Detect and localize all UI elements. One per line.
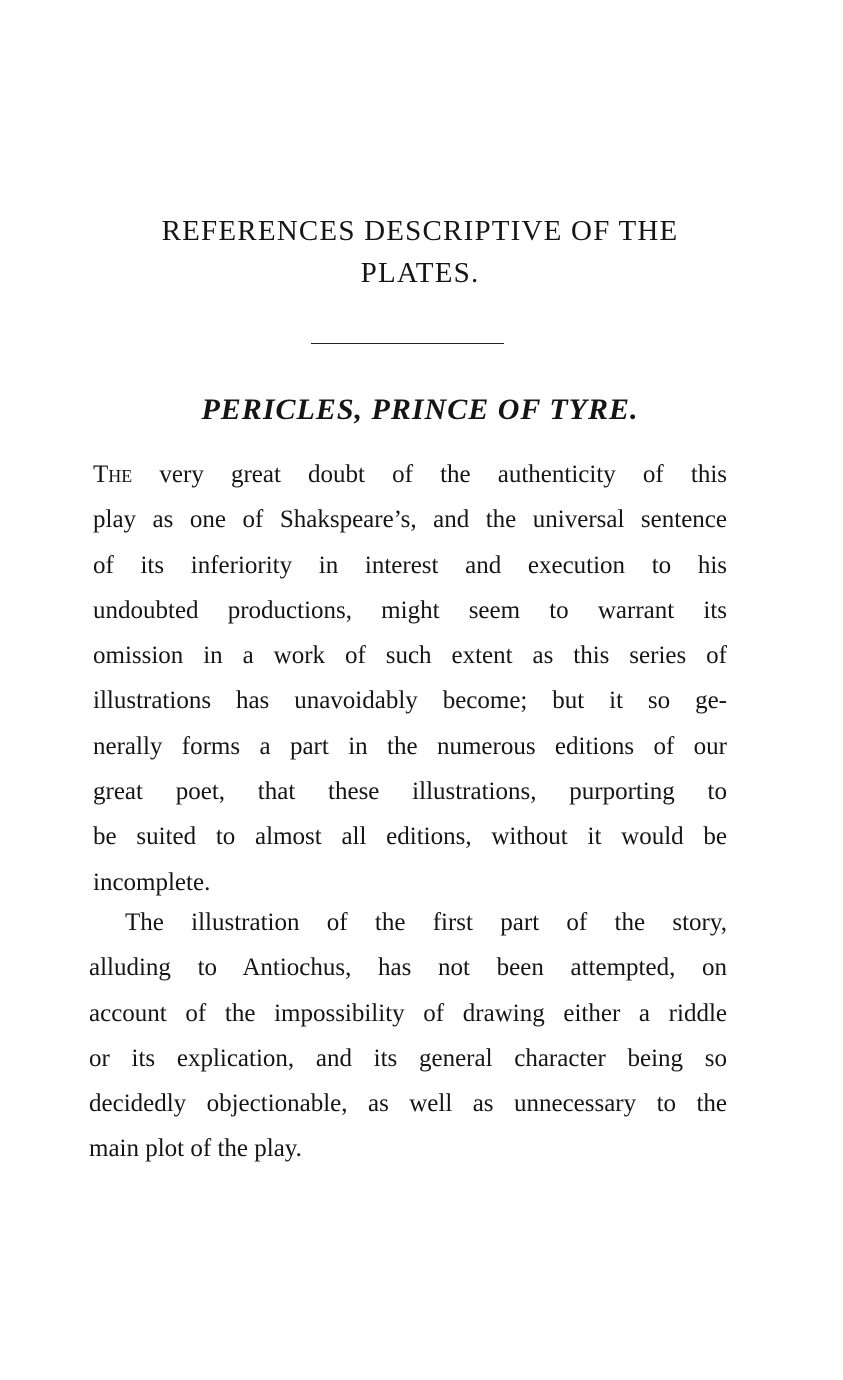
heading-line-1: REFERENCES DESCRIPTIVE OF THE	[161, 215, 679, 247]
paragraph-line: main plot of the play.	[89, 1135, 302, 1163]
paragraph-1	[93, 452, 727, 905]
paragraph-line: be suited to almost all editions, without it would be	[93, 823, 727, 851]
paragraph-line: account of the impossibility of drawing either a riddle	[89, 999, 727, 1027]
heading-line-2: PLATES.	[360, 257, 480, 289]
paragraph-line: alluding to Antiochus, has not been attempted, on	[89, 954, 727, 982]
section-title: PERICLES, PRINCE OF TYRE.	[201, 393, 639, 426]
paragraph-line: play as one of Shakspeare’s, and the universal sentence	[93, 506, 727, 534]
paragraph-2	[89, 900, 727, 1172]
paragraph-line: or its explication, and its general character being so	[89, 1044, 727, 1072]
paragraph-line: undoubted productions, might seem to warrant its	[93, 596, 727, 624]
paragraph-line: great poet, that these illustrations, purporting to	[93, 778, 727, 806]
page-heading	[60, 210, 780, 294]
paragraph-line: The very great doubt of the authenticity of this	[93, 461, 727, 488]
paragraph-line: nerally forms a part in the numerous editions of our	[93, 732, 727, 760]
paragraph-line: of its inferiority in interest and execution to his	[93, 551, 727, 579]
section-divider	[311, 343, 504, 344]
paragraph-line: decidedly objectionable, as well as unnecessary to the	[89, 1090, 727, 1118]
paragraph-line: illustrations has unavoidably become; but it so ge-	[93, 687, 727, 715]
drop-word: The	[93, 461, 133, 488]
paragraph-line: incomplete.	[93, 868, 211, 896]
paragraph-line: The illustration of the first part of the story,	[125, 909, 727, 936]
paragraph-line: omission in a work of such extent as this series of	[93, 642, 727, 670]
